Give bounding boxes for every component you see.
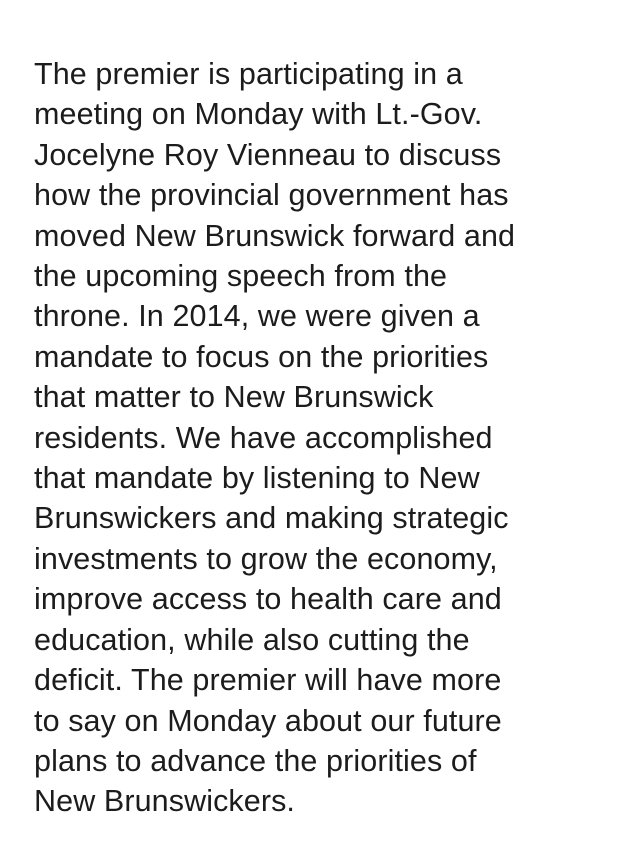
statement-line: Brunswickers and making strategic xyxy=(34,501,509,536)
statement-line: throne. In 2014, we were given a xyxy=(34,299,480,334)
statement-line: moved New Brunswick forward and xyxy=(34,218,516,253)
statement-line: investments to grow the economy, xyxy=(34,541,498,576)
statement-line: residents. We have accomplished xyxy=(34,420,493,455)
statement-line: that matter to New Brunswick xyxy=(34,380,434,415)
statement-line: improve access to health care and xyxy=(34,582,502,617)
statement-line: Jocelyne Roy Vienneau to discuss xyxy=(34,137,502,172)
statement-line: mandate to focus on the priorities xyxy=(34,339,489,374)
statement-line: deficit. The premier will have more xyxy=(34,663,502,698)
statement-text xyxy=(34,54,624,822)
statement-line: The premier is participating in a xyxy=(34,57,463,91)
statement-line: meeting on Monday with Lt.-Gov. xyxy=(34,97,483,132)
statement-line: that mandate by listening to New xyxy=(34,461,480,496)
statement-line: the upcoming speech from the xyxy=(34,259,448,294)
statement-line: New Brunswickers. xyxy=(34,784,296,819)
statement-line: to say on Monday about our future xyxy=(34,703,502,738)
statement-line: plans to advance the priorities of xyxy=(34,743,477,778)
statement-line: how the provincial government has xyxy=(34,178,509,213)
statement-line: education, while also cutting the xyxy=(34,622,470,657)
